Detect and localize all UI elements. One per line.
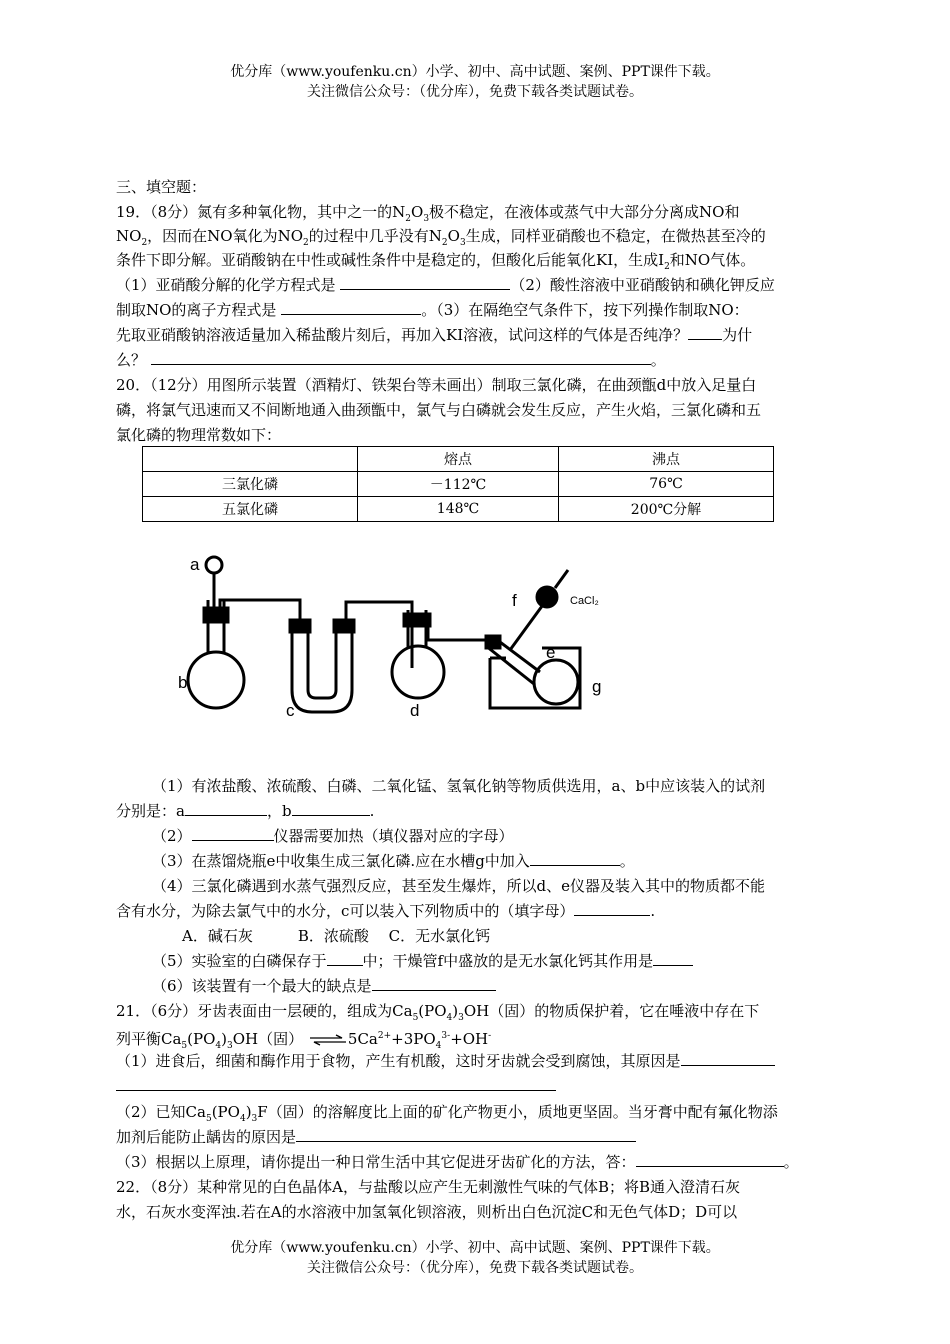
- answer-blank[interactable]: [327, 950, 363, 966]
- q20-line2: 磷，将氯气迅速而又不间断地通入曲颈甑中，氯气与白磷就会发生反应，产生火焰，三氯化磷和五: [116, 401, 762, 419]
- answer-blank[interactable]: [281, 299, 421, 315]
- q20-part4-line2: 含有水分，为除去氯气中的水分，c可以装入下列物质中的（填字母） .: [116, 902, 656, 920]
- page-footer-line1: 优分库（www.youfenku.cn）小学、初中、高中试题、案例、PPT课件下载。: [230, 1240, 720, 1256]
- table-cell: 五氯化磷: [143, 497, 358, 522]
- page-footer-line2: 关注微信公众号：（优分库），免费下载各类试题试卷。: [307, 1260, 643, 1276]
- answer-blank[interactable]: [340, 274, 510, 290]
- q20-part5: （5）实验室的白磷保存于 中；干燥管f中盛放的是无水氯化钙其作用是: [152, 949, 693, 973]
- dropping-funnel-a: [206, 557, 222, 573]
- q19-line6: 先取亚硝酸钠溶液适量加入稀盐酸片刻后，再加入KI溶液，试问这样的气体是否纯净？ 为什: [116, 326, 753, 344]
- q20-part1-line1: （1）有浓盐酸、浓硫酸、白磷、二氧化锰、氢氧化钠等物质供选用，a、b中应该装入的试剂: [152, 777, 766, 795]
- q19-line4: （1）亚硝酸分解的化学方程式是 （2）酸性溶液中亚硝酸钠和碘化钾反应: [116, 276, 775, 294]
- section-title: 三、填空题：: [116, 178, 207, 196]
- q19-line7: 么？ 。: [116, 351, 666, 369]
- equilibrium-arrow-icon: [308, 1034, 348, 1046]
- answer-blank[interactable]: [653, 950, 693, 966]
- table-cell: 三氯化磷: [143, 472, 358, 497]
- q20-options: A．碱石灰 B．浓硫酸 C．无水氯化钙: [182, 927, 491, 945]
- page-header-line1: 优分库（www.youfenku.cn）小学、初中、高中试题、案例、PPT课件下载。: [230, 64, 720, 80]
- table-header-cell: 沸点: [559, 447, 774, 472]
- answer-blank[interactable]: [372, 975, 496, 991]
- q19-line2: $NO_2$，因而在NO氧化为$NO_2$的过程中几乎没有$N_2O_3$生成，同样亚硝酸也不稳定，在微热甚至冷的: [116, 227, 766, 248]
- table-cell: 76℃: [559, 472, 774, 497]
- answer-blank[interactable]: [151, 349, 651, 365]
- q22-line2: 水，石灰水变浑浊.若在A的水溶液中加氢氧化钡溶液，则析出白色沉淀C和无色气体D；D可以: [116, 1203, 738, 1221]
- q20-part1-line2: 分别是：a ，b .: [116, 802, 375, 820]
- table-cell: 200℃分解: [559, 497, 774, 522]
- q19-line1: 19．（8分）氮有多种氧化物，其中之一的$N_2O_3$极不稳定，在液体或蒸气中大部分分离成NO和: [116, 203, 740, 224]
- table-row: [143, 497, 774, 522]
- q21-line2: 列平衡$Ca_5(PO_4)_3OH$（固） $5Ca^{2+}+3PO_4^{3-}+OH^-$: [116, 1030, 492, 1051]
- table-header-cell: 熔点: [358, 447, 559, 472]
- table-row: [143, 472, 774, 497]
- q21-part3: （3）根据以上原理，请你提出一种日常生活中其它促进牙齿矿化的方法，答： 。: [116, 1153, 799, 1171]
- physical-constants-table: [142, 446, 774, 522]
- answer-blank[interactable]: [530, 850, 620, 866]
- answer-blank[interactable]: [681, 1050, 775, 1066]
- q21-line1: 21．（6分）牙齿表面由一层硬的，组成为$Ca_5(PO_4)_3OH$（固）的物质保护着，它在唾液中存在下: [116, 1002, 760, 1023]
- q21-part1: （1）进食后，细菌和酶作用于食物，产生有机酸，这时牙齿就会受到腐蚀，其原因是: [116, 1049, 775, 1073]
- q19-line3: 条件下即分解。亚硝酸钠在中性或碱性条件中是稳定的，但酸化后能氧化KI，生成$I_2$和NO气体。: [116, 251, 756, 272]
- answer-blank[interactable]: [574, 900, 650, 916]
- answer-blank[interactable]: [636, 1151, 784, 1167]
- table-cell: －112℃: [358, 472, 559, 497]
- answer-blank[interactable]: [296, 1126, 636, 1142]
- answer-line[interactable]: [116, 1090, 556, 1091]
- label-d: d: [410, 701, 420, 720]
- label-b: b: [178, 673, 188, 692]
- q20-line1: 20．（12分）用图所示装置（酒精灯、铁架台等未画出）制取三氯化磷，在曲颈甑d中放入足量白: [116, 376, 757, 394]
- table-cell: 148℃: [358, 497, 559, 522]
- label-g: g: [592, 677, 602, 696]
- q20-part3: （3）在蒸馏烧瓶e中收集生成三氯化磷.应在水槽g中加入 。: [152, 852, 635, 870]
- label-c: c: [286, 701, 295, 720]
- table-header-cell: [143, 447, 358, 472]
- q21-part2-line2: 加剂后能防止龋齿的原因是: [116, 1125, 636, 1149]
- flask-d: [392, 646, 444, 698]
- page-header-line2: 关注微信公众号：（优分库），免费下载各类试题试卷。: [307, 84, 643, 100]
- answer-blank[interactable]: [292, 800, 370, 816]
- answer-blank[interactable]: [688, 324, 722, 340]
- flask-b: [188, 652, 244, 708]
- q21-part2-line1: （2）已知$Ca_5(PO_4)_3F$（固）的溶解度比上面的矿化产物更小，质地更坚固。当牙膏中配有氟化物添: [116, 1103, 778, 1124]
- label-f: f: [512, 591, 517, 610]
- q20-line3: 氯化磷的物理常数如下：: [116, 426, 282, 444]
- table-header-row: [143, 447, 774, 472]
- q20-part4-line1: （4）三氯化磷遇到水蒸气强烈反应，甚至发生爆炸，所以d、e仪器及装入其中的物质都不能: [152, 877, 766, 895]
- answer-blank[interactable]: [185, 800, 267, 816]
- q22-line1: 22．（8分）某种常见的白色晶体A，与盐酸以应产生无刺激性气味的气体B；将B通入澄清石灰: [116, 1178, 741, 1196]
- apparatus-diagram: [160, 540, 620, 740]
- label-e: e: [546, 643, 556, 662]
- label-a: a: [190, 555, 200, 574]
- q20-part6: （6）该装置有一个最大的缺点是: [152, 974, 496, 998]
- q20-part2: （2） 仪器需要加热（填仪器对应的字母）: [152, 827, 514, 845]
- label-cacl2: CaCl₂: [570, 595, 599, 607]
- q19-line5: 制取NO的离子方程式是 。（3）在隔绝空气条件下，按下列操作制取NO：: [116, 301, 749, 319]
- answer-blank[interactable]: [192, 825, 274, 841]
